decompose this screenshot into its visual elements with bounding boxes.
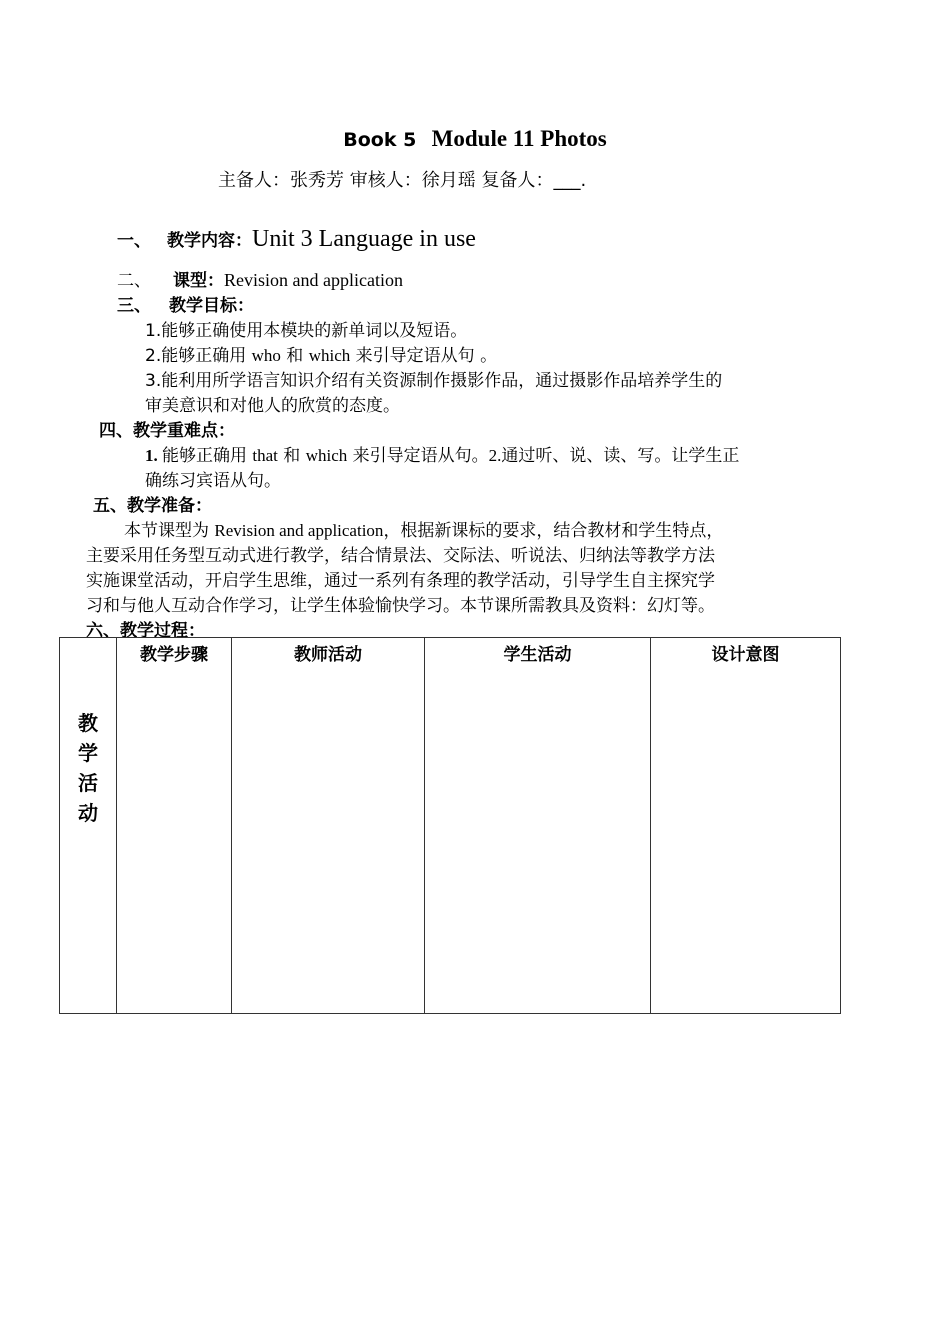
goal-1: 1.能够正确使用本模块的新单词以及短语。 bbox=[145, 321, 468, 341]
kp-num: 1. bbox=[145, 446, 162, 465]
goal-2-who: who bbox=[251, 346, 281, 365]
prep-text: 本节课型为 bbox=[124, 521, 215, 541]
section-value: Revision and application bbox=[224, 270, 403, 290]
preparation-line-3: 实施课堂活动，开启学生思维，通过一系列有条理的教学活动，引导学生自主探究学 bbox=[86, 571, 715, 591]
process-heading: 六、教学过程： bbox=[86, 621, 205, 641]
section-number: 三、 bbox=[117, 296, 151, 316]
kp-and: 和 bbox=[277, 446, 306, 466]
key-points-line-2: 确练习宾语从句。 bbox=[145, 471, 281, 491]
kp-tail: 来引导定语从句。 bbox=[347, 446, 489, 466]
section-goals bbox=[117, 291, 254, 316]
preparation-line-4: 习和与他人互动合作学习，让学生体验愉快学习。本节课所需教具及资料：幻灯等。 bbox=[86, 596, 715, 616]
goal-2-which: which bbox=[308, 346, 351, 365]
title-module: Module 11 Photos bbox=[431, 126, 607, 151]
side-char: 动 bbox=[78, 801, 98, 825]
preparation-line-2: 主要采用任务型互动式进行教学，结合情景法、交际法、听说法、归纳法等教学方法 bbox=[86, 546, 715, 566]
side-char: 学 bbox=[78, 741, 98, 765]
side-char: 活 bbox=[78, 771, 98, 795]
section-value: Unit 3 Language in use bbox=[252, 226, 476, 252]
authors-line: 主备人：张秀芳 审核人：徐月瑶 复备人：___. bbox=[218, 170, 587, 191]
section-label: 教学目标： bbox=[169, 296, 254, 316]
header-steps: 教学步骤 bbox=[117, 638, 232, 1014]
goal-2-text: 2.能够正确用 bbox=[145, 346, 252, 366]
kp-text-2: 通过听、说、读、写。让学生正 bbox=[501, 446, 740, 466]
kp-which: which bbox=[305, 446, 348, 465]
key-points-heading: 四、教学重难点： bbox=[99, 421, 235, 441]
title-book: Book 5 bbox=[343, 129, 417, 151]
section-number: 二、 bbox=[117, 271, 151, 291]
kp-num-2: 2. bbox=[488, 446, 502, 465]
section-label: 课型： bbox=[173, 271, 224, 291]
goal-2 bbox=[145, 341, 497, 366]
section-number: 一、 bbox=[117, 231, 151, 251]
goal-2-tail: 来引导定语从句 。 bbox=[350, 346, 498, 366]
goal-3-line-2: 审美意识和对他人的欣赏的态度。 bbox=[145, 396, 400, 416]
section-lesson-type bbox=[117, 266, 403, 291]
header-teacher: 教师活动 bbox=[232, 638, 425, 1014]
goal-3-line-1: 3.能利用所学语言知识介绍有关资源制作摄影作品，通过摄影作品培养学生的 bbox=[145, 371, 723, 391]
preparation-line-1 bbox=[124, 516, 723, 541]
page-title bbox=[0, 126, 950, 152]
prep-type: Revision and application bbox=[214, 521, 384, 540]
prep-tail: ，根据新课标的要求，结合教材和学生特点， bbox=[383, 521, 724, 541]
section-label: 教学内容： bbox=[167, 231, 252, 251]
preparation-heading: 五、教学准备： bbox=[93, 496, 212, 516]
section-content bbox=[117, 226, 476, 253]
key-points-line-1 bbox=[145, 441, 739, 466]
process-table bbox=[59, 637, 841, 1014]
table-row bbox=[60, 638, 841, 1014]
side-label-cell bbox=[60, 638, 117, 1014]
side-char: 教 bbox=[78, 711, 98, 735]
kp-text: 能够正确用 bbox=[162, 446, 253, 466]
goal-2-and: 和 bbox=[280, 346, 309, 366]
kp-that: that bbox=[252, 446, 278, 465]
header-intent: 设计意图 bbox=[651, 638, 841, 1014]
header-student: 学生活动 bbox=[425, 638, 651, 1014]
